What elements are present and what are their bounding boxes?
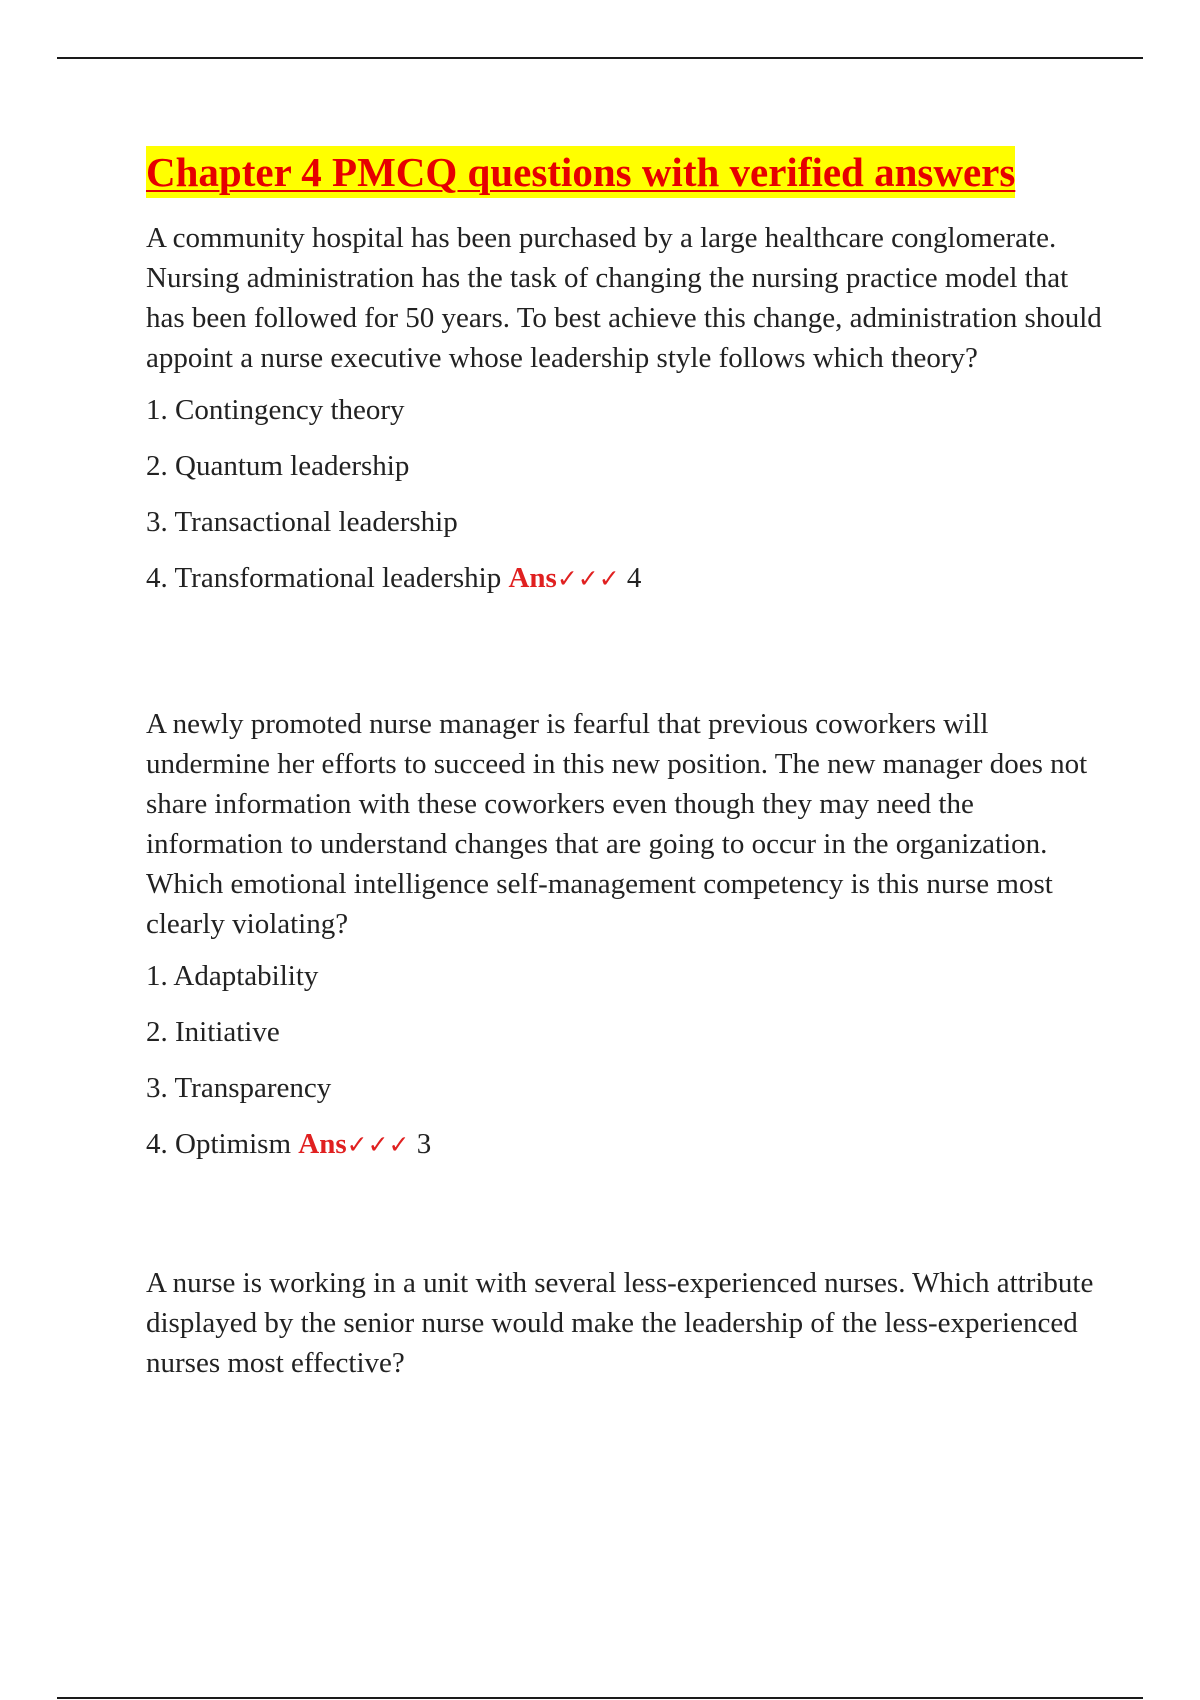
document-title: Chapter 4 PMCQ questions with verified answers: [146, 146, 1015, 198]
question-2-option-3: [146, 1068, 1106, 1108]
option-text: Initiative: [175, 1016, 280, 1048]
option-text: Transactional leadership: [174, 506, 458, 538]
question-2-option-1: [146, 956, 1106, 996]
top-rule: [57, 57, 1143, 59]
question-1-stem: A community hospital has been purchased by a large healthcare conglomerate. Nursing administration has the task of changing the nursing practice model that has been followed for 50 years. To best achieve this change, administration should appoint a nurse executive whose leadership style follows which theory?: [146, 222, 1102, 374]
option-text: Adaptability: [173, 960, 319, 992]
question-1-option-2: [146, 446, 1106, 486]
answer-label: Ans: [298, 1128, 347, 1160]
option-number: 1 .: [146, 394, 175, 426]
option-number: 1 .: [146, 960, 173, 992]
question-2-options: [146, 956, 1106, 1165]
question-1-option-3: [146, 502, 1106, 542]
question-3-stem: A nurse is working in a unit with several less-experienced nurses. Which attribute displayed by the senior nurse would make the leadership of the less-experienced nurses most effective?: [146, 1267, 1094, 1379]
checkmark-icon: ✓✓✓: [346, 1130, 410, 1159]
option-text: Quantum leadership: [175, 450, 410, 482]
question-1-options: [146, 390, 1106, 599]
option-number: 3 .: [146, 506, 174, 538]
option-text: Transparency: [174, 1072, 332, 1104]
document-body: [146, 146, 1106, 1383]
option-text: Contingency theory: [175, 394, 405, 426]
question-1-option-4: [146, 558, 1106, 599]
question-3: [146, 1263, 1106, 1383]
question-2-stem: A newly promoted nurse manager is fearful that previous coworkers will undermine her efforts to succeed in this new position. The new manager does not share information with these coworkers even though they may need the information to understand changes that are going to occur in the organization. Which emotional intelligence self-management competency is this nurse most clearly violating?: [146, 708, 1088, 940]
question-1: [146, 218, 1106, 599]
option-text: Transformational leadership: [174, 562, 502, 594]
question-2: [146, 704, 1106, 1165]
option-number: 2 .: [146, 450, 175, 482]
answer-value: 4: [626, 562, 642, 594]
option-number: 4 .: [146, 562, 174, 594]
answer-value: 3: [416, 1128, 432, 1160]
option-number: 3 .: [146, 1072, 174, 1104]
question-1-option-1: [146, 390, 1106, 430]
option-number: 2 .: [146, 1016, 175, 1048]
bottom-rule: [57, 1697, 1143, 1699]
option-text: Optimism: [175, 1128, 292, 1160]
question-2-option-2: [146, 1012, 1106, 1052]
question-2-option-4: [146, 1124, 1106, 1165]
checkmark-icon: ✓✓✓: [556, 564, 620, 593]
option-number: 4 .: [146, 1128, 175, 1160]
answer-label: Ans: [508, 562, 557, 594]
